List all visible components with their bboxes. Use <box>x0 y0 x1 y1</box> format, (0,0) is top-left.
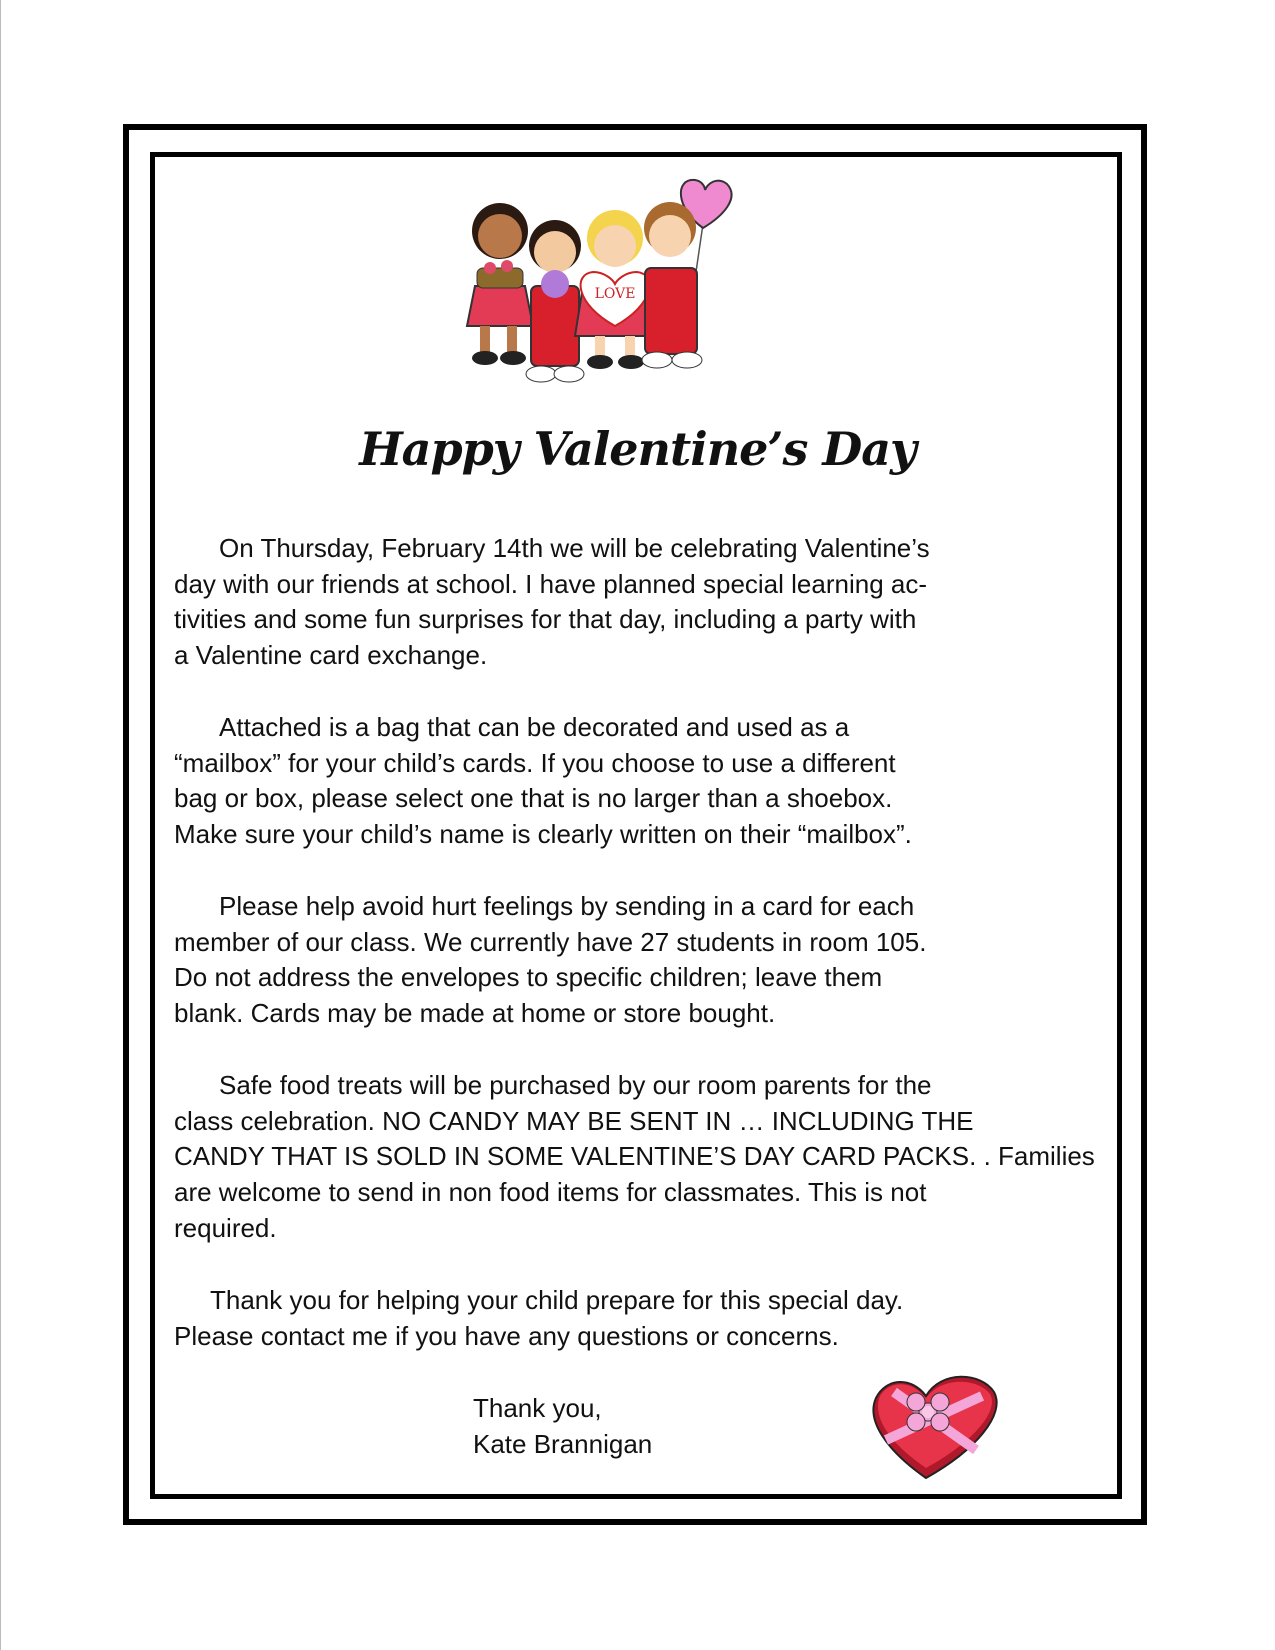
text-line: bag or box, please select one that is no larger than a shoebox. <box>174 783 893 814</box>
paragraph-4 <box>174 1068 1095 1246</box>
text-line: day with our friends at school. I have planned special learning ac- <box>174 568 927 599</box>
text-line: required. <box>174 1212 277 1243</box>
text-line: a Valentine card exchange. <box>174 640 488 671</box>
text-line: Attached is a bag that can be decorated and used as a <box>219 712 850 742</box>
text-line: tivities and some fun surprises for that day, including a party with <box>174 604 917 635</box>
paragraph-1 <box>174 531 930 674</box>
paragraph-2 <box>174 710 912 853</box>
text-line: CANDY THAT IS SOLD IN SOME VALENTINE’S DAY CARD PACKS. . Families <box>174 1141 1095 1172</box>
page-title: Happy Valentine’s Day <box>359 422 916 476</box>
text-line: class celebration. NO CANDY MAY BE SENT IN … INCLUDING THE <box>174 1105 974 1136</box>
text-line: On Thursday, February 14th we will be celebrating Valentine’s <box>219 533 930 563</box>
text-line: Please help avoid hurt feelings by sending in a card for each <box>219 891 915 921</box>
love-text: LOVE <box>594 286 636 302</box>
text-line: “mailbox” for your child’s cards. If you choose to use a different <box>174 747 896 778</box>
page-edge <box>0 0 1 1650</box>
paragraph-5 <box>174 1283 903 1354</box>
valentine-kids-clipart <box>455 176 750 401</box>
text-line: Safe food treats will be purchased by our room parents for the <box>219 1070 932 1100</box>
text-line: Do not address the envelopes to specific children; leave them <box>174 962 883 993</box>
signer-name: Kate Brannigan <box>473 1428 653 1459</box>
text-line: Make sure your child’s name is clearly written on their “mailbox”. <box>174 819 912 850</box>
heart-candy-box-icon <box>866 1370 1006 1482</box>
closing-line: Thank you, <box>473 1393 602 1423</box>
text-line: Thank you for helping your child prepare for this special day. <box>210 1285 904 1315</box>
text-line: are welcome to send in non food items for classmates. This is not <box>174 1177 927 1208</box>
text-line: blank. Cards may be made at home or store bought. <box>174 998 776 1029</box>
closing-signature <box>473 1391 652 1462</box>
text-line: member of our class. We currently have 27 students in room 105. <box>174 926 927 957</box>
text-line: Please contact me if you have any questions or concerns. <box>174 1320 839 1351</box>
paragraph-3 <box>174 889 926 1032</box>
